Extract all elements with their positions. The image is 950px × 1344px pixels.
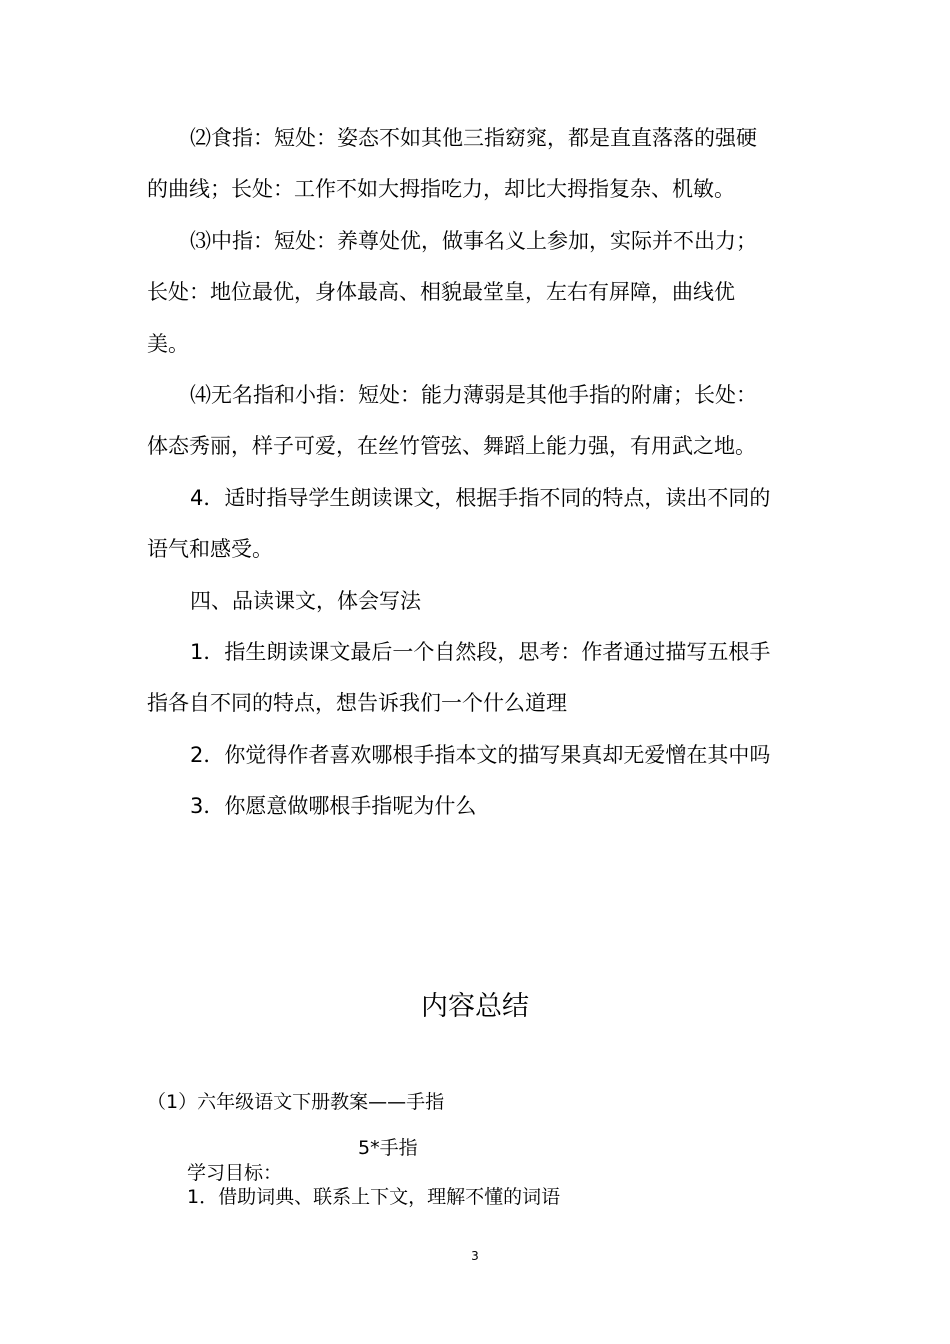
- body-line: 指各自不同的特点，想告诉我们一个什么道理: [147, 691, 567, 715]
- objective-item: 1．借助词典、联系上下文，理解不懂的词语: [187, 1186, 561, 1208]
- lesson-title: 5*手指: [358, 1137, 418, 1159]
- body-line: ⑵食指：短处：姿态不如其他三指窈窕，都是直直落落的强硬: [190, 126, 757, 150]
- summary-item: （1）六年级语文下册教案——手指: [147, 1091, 445, 1113]
- summary-heading: 内容总结: [421, 991, 529, 1022]
- body-line: 美。: [147, 332, 189, 356]
- body-line: 2．你觉得作者喜欢哪根手指本文的描写果真却无爱憎在其中吗: [190, 743, 771, 767]
- objectives-label: 学习目标：: [187, 1162, 283, 1184]
- body-line: ⑷无名指和小指：短处：能力薄弱是其他手指的附庸；长处：: [190, 383, 757, 407]
- page-number: 3: [471, 1249, 479, 1263]
- body-line: 1．指生朗读课文最后一个自然段，思考：作者通过描写五根手: [190, 640, 771, 664]
- body-line: 4．适时指导学生朗读课文，根据手指不同的特点，读出不同的: [190, 486, 771, 510]
- body-line: 3．你愿意做哪根手指呢为什么: [190, 794, 477, 818]
- body-line: 体态秀丽，样子可爱，在丝竹管弦、舞蹈上能力强，有用武之地。: [147, 434, 756, 458]
- body-line: 的曲线；长处：工作不如大拇指吃力，却比大拇指复杂、机敏。: [147, 177, 735, 201]
- section-heading: 四、品读课文，体会写法: [190, 589, 421, 613]
- body-line: 长处：地位最优，身体最高、相貌最堂皇，左右有屏障，曲线优: [147, 280, 735, 304]
- body-line: 语气和感受。: [147, 537, 273, 561]
- body-line: ⑶中指：短处：养尊处优，做事名义上参加，实际并不出力；: [190, 229, 757, 253]
